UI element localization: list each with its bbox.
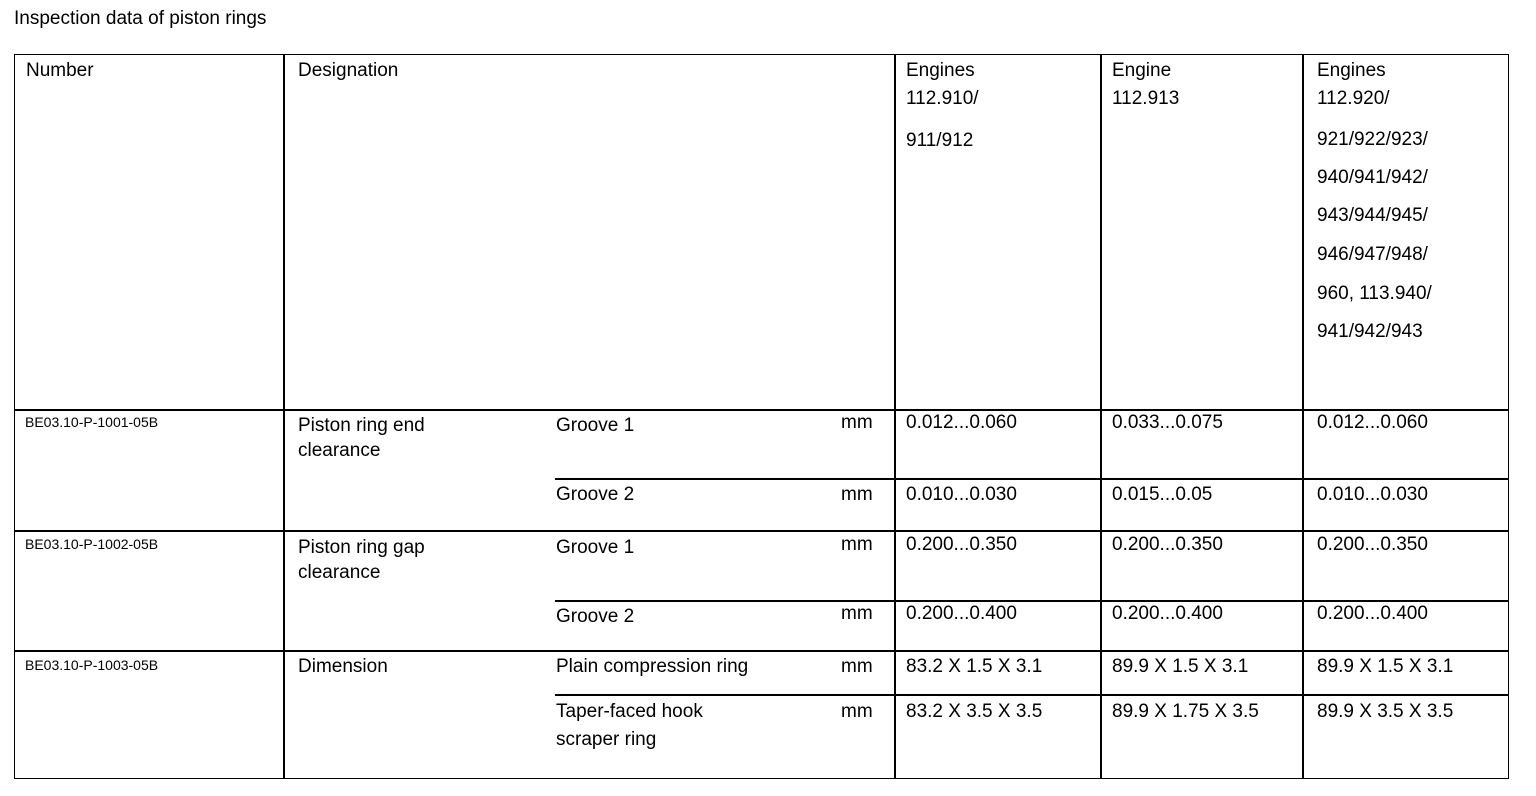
col-divider-engine2 [1302,55,1304,778]
subrow-unit: mm [841,534,873,555]
inspection-table [14,54,1509,779]
subrow-label: Groove 2 [556,484,635,505]
subrow-label: Plain compression ring [556,656,749,677]
value-cell: 0.200...0.400 [906,603,1017,624]
value-cell: 0.200...0.350 [1112,534,1223,555]
page-title: Inspection data of piston rings [14,8,267,29]
value-cell: 89.9 X 1.75 X 3.5 [1112,701,1259,722]
row-number: BE03.10-P-1001-05B [25,414,159,430]
row-designation: Piston ring gap clearance [298,537,425,583]
row-designation: Piston ring end clearance [298,415,425,461]
subrow-unit: mm [841,484,873,505]
col-divider-engines1 [1100,55,1102,778]
value-cell: 0.012...0.060 [1317,412,1428,433]
value-cell: 0.200...0.400 [1112,603,1223,624]
value-cell: 0.015...0.05 [1112,484,1213,505]
subrow-unit: mm [841,603,873,624]
col-divider-number [283,55,285,778]
subrow-unit: mm [841,412,873,433]
header-engines-1: Engines 112.910/ 911/912 [906,60,979,151]
header-number: Number [26,60,94,81]
value-cell: 89.9 X 1.5 X 3.1 [1317,656,1454,677]
header-designation: Designation [298,60,399,81]
value-cell: 89.9 X 1.5 X 3.1 [1112,656,1249,677]
subrow-unit: mm [841,701,873,722]
subrow-label: Groove 1 [556,415,635,436]
value-cell: 83.2 X 1.5 X 3.1 [906,656,1043,677]
row-divider-header [15,409,1508,411]
value-cell: 0.200...0.350 [1317,534,1428,555]
value-cell: 0.033...0.075 [1112,412,1223,433]
value-cell: 0.012...0.060 [906,412,1017,433]
subrow-divider-3 [555,694,1508,696]
value-cell: 83.2 X 3.5 X 3.5 [906,701,1043,722]
value-cell: 0.010...0.030 [906,484,1017,505]
row-divider-2 [15,650,1508,652]
subrow-label: Groove 2 [556,606,635,627]
subrow-unit: mm [841,656,873,677]
subrow-label: Taper-faced hook scraper ring [556,701,703,750]
subrow-label: Groove 1 [556,537,635,558]
value-cell: 89.9 X 3.5 X 3.5 [1317,701,1454,722]
header-engine-2: Engine 112.913 [1112,60,1180,109]
col-divider-designation [894,55,896,778]
header-engines-3: Engines 112.920/ 921/922/923/ 940/941/942/ 943/944/945/ 946/947/948/ 960, 113.940/ 941/942/943 [1317,60,1432,342]
value-cell: 0.200...0.400 [1317,603,1428,624]
value-cell: 0.200...0.350 [906,534,1017,555]
row-number: BE03.10-P-1002-05B [25,536,159,552]
subrow-divider-1 [555,478,1508,480]
value-cell: 0.010...0.030 [1317,484,1428,505]
row-divider-1 [15,530,1508,532]
row-number: BE03.10-P-1003-05B [25,657,159,673]
row-designation: Dimension [298,656,388,677]
